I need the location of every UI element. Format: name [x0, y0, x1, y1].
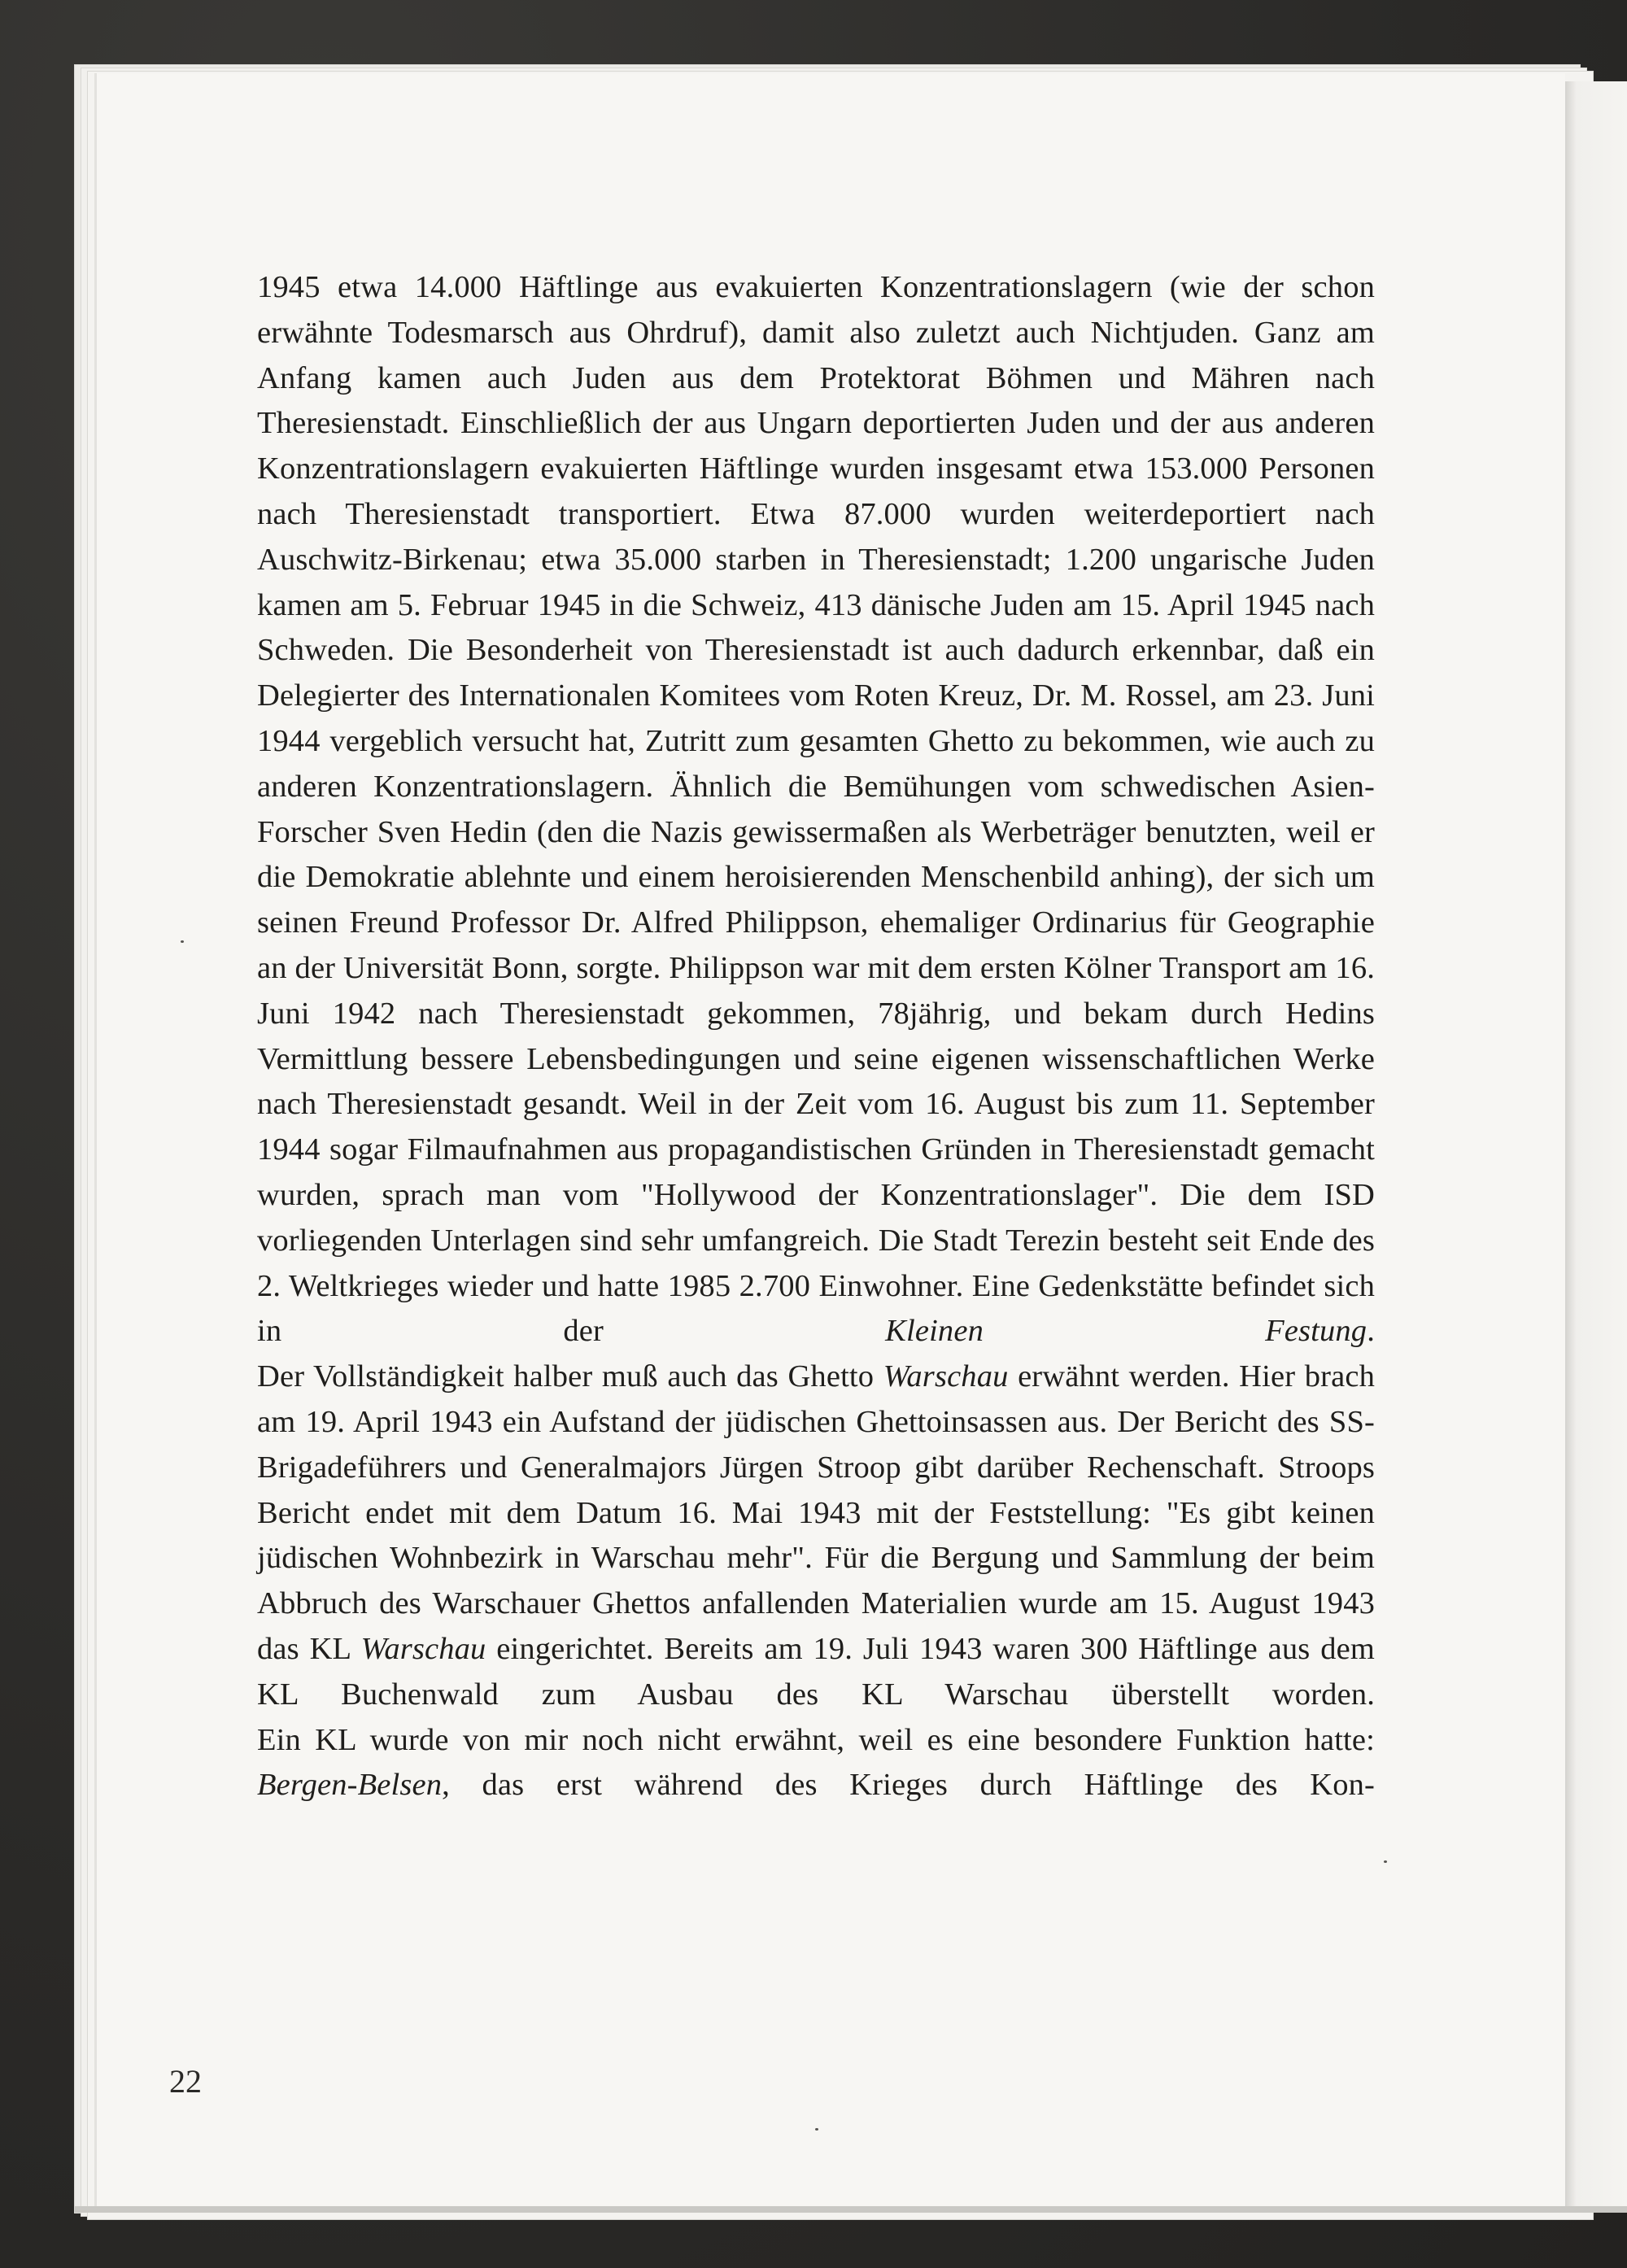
text-run: , das erst während des Krieges durch Häftlinge des Kon- [442, 1768, 1375, 1803]
page-number: 22 [169, 2063, 202, 2100]
text-run: Der Vollständigkeit halber muß auch das Ghetto [257, 1359, 883, 1394]
facing-page-edge [1565, 81, 1627, 2213]
paragraph-3 [257, 1718, 1375, 1809]
paragraph-1 [257, 265, 1375, 1354]
scan-speck [181, 940, 184, 943]
italic-text: Kleinen Festung [885, 1314, 1367, 1349]
text-run: . [1367, 1314, 1375, 1349]
body-text [257, 265, 1375, 1808]
text-run: erwähnt werden. Hier brach am 19. April 1943 ein Aufstand der jüdischen Ghettoinsassen aus. Der Bericht des SS-Brigadeführers und Generalmajors Jürgen Stroop gibt darüber Rechenschaft. Stroops Bericht endet mit dem Datum 16. Mai 1943 mit der Feststellung: "Es gibt keinen jüdischen Wohnbezirk in Warschau mehr". Für die Bergung und Sammlung der beim Abbruch des Warschauer Ghettos anfallenden Materialien wurde am 15. August 1943 das KL [257, 1359, 1375, 1666]
italic-text: Warschau [883, 1359, 1009, 1394]
paragraph-2 [257, 1354, 1375, 1717]
text-run: Ein KL wurde von mir noch nicht erwähnt, weil es eine besondere Funktion hatte: [257, 1722, 1375, 1757]
text-run: 1945 etwa 14.000 Häftlinge aus evakuierten Konzentrationslagern (wie der schon erwähnte Todesmarsch aus Ohrdruf), damit also zuletzt auch Nichtjuden. Ganz am Anfang kamen auch Juden aus dem Protektorat Böhmen und Mähren nach Theresienstadt. Einschließlich der aus Ungarn deportierten Juden und der aus anderen Konzentrationslagern evakuierten Häftlinge wurden insgesamt etwa 153.000 Personen nach Theresienstadt transportiert. Etwa 87.000 wurden weiterdeportiert nach Auschwitz-Birkenau; etwa 35.000 starben in Theresienstadt; 1.200 ungarische Juden kamen am 5. Februar 1945 in die Schweiz, 413 dänische Juden am 15. April 1945 nach Schweden. Die Besonderheit von Theresienstadt ist auch dadurch erkennbar, daß ein Delegierter des Internationalen Komitees vom Roten Kreuz, Dr. M. Rossel, am 23. Juni 1944 vergeblich versucht hat, Zutritt zum gesamten Ghetto zu bekommen, wie auch zu anderen Konzentrationslagern. Ähnlich die Bemühungen vom schwedischen Asien-Forscher Sven Hedin (den die Nazis gewissermaßen als Werbeträger benutzten, weil er die Demokratie ablehnte und einem heroisierenden Menschenbild anhing), der sich um seinen Freund Professor Dr. Alfred Philippson, ehemaliger Ordinarius für Geographie an der Universität Bonn, sorgte. Philippson war mit dem ersten Kölner Transport am 16. Juni 1942 nach Theresienstadt gekommen, 78jährig, und bekam durch Hedins Vermittlung bessere Lebensbedingungen und seine eigenen wissenschaftlichen Werke nach Theresienstadt gesandt. Weil in der Zeit vom 16. August bis zum 11. September 1944 sogar Filmaufnahmen aus propagandistischen Gründen in Theresienstadt gemacht wurden, sprach man vom "Hollywood der Konzentrationslager". Die dem ISD vorliegenden Unterlagen sind sehr umfangreich. Die Stadt Terezin besteht seit Ende des 2. Weltkrieges wieder und hatte 1985 2.700 Einwohner. Eine Gedenkstätte befindet sich in der [257, 270, 1375, 1349]
scan-speck [1384, 1860, 1387, 1863]
page-bottom-shadow [75, 2206, 1627, 2213]
italic-text: Bergen-Belsen [257, 1768, 443, 1803]
italic-text: Warschau [360, 1631, 486, 1666]
scan-speck [815, 2128, 818, 2131]
text-run: eingerichtet. Bereits am 19. Juli 1943 waren 300 Häftlinge aus dem KL Buchenwald zum Ausbau des KL Warschau überstellt worden. [257, 1631, 1375, 1712]
